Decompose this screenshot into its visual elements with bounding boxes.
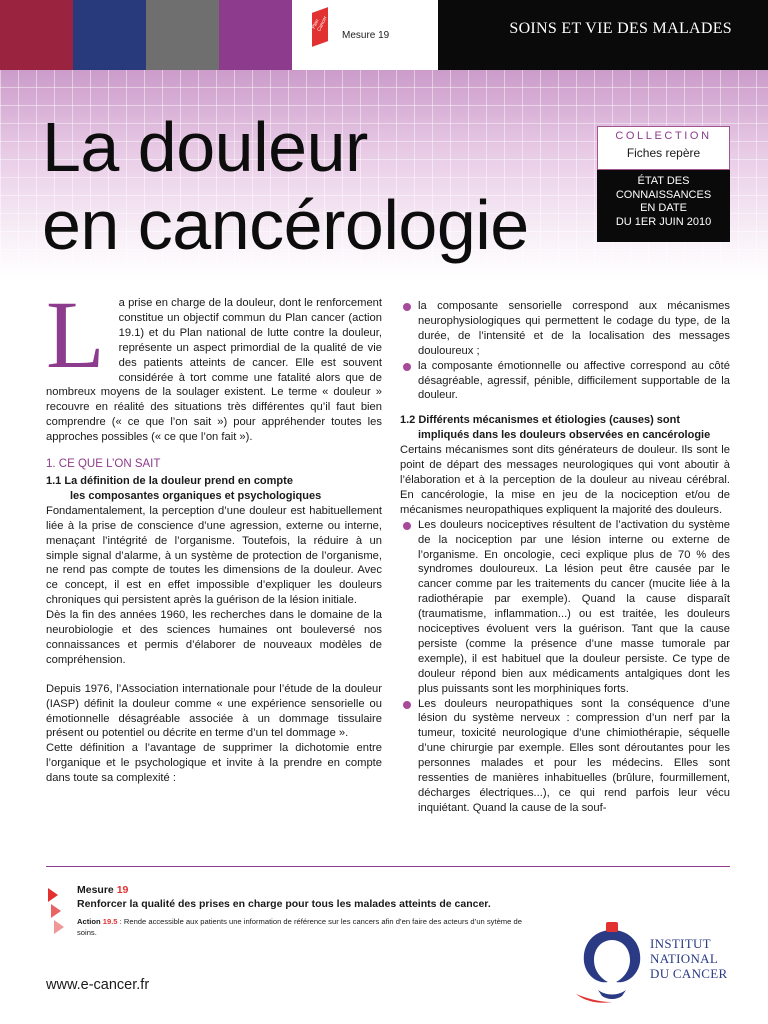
etat-line-4: DU 1ER JUIN 2010 (615, 215, 712, 228)
section-header (438, 0, 768, 70)
action-label: Action (77, 917, 101, 926)
subsection-number: 1.1 (46, 474, 62, 487)
paragraph: Dès la fin des années 1960, les recherches dans le domaine de la neurobiologie et des sciences humaines ont bouleversé nos connaissances et permis d’élaborer de nouveaux modèles de compréhension. (46, 609, 382, 666)
mesure-label: Mesure 19 (342, 30, 390, 41)
action-text: : Rende accessible aux patients une information de référence sur les cancers afin d’en faire des acteurs d’un sytème de soins. (77, 917, 522, 937)
subsection-title-line-2: les composantes organiques et psychologiques (70, 489, 322, 502)
etat-line-2: CONNAISSANCES (615, 188, 712, 201)
subsection-title-line-1: Différents mécanismes et étiologies (causes) sont (418, 414, 681, 427)
collection-label: COLLECTION (615, 130, 712, 142)
list-item: Les douleurs neuropathiques sont la conséquence d’une lésion du système nerveux : compression d’un nerf par la tumeur, toxicité neurologique d’une chimiothérapie, séquelle d’une chirurgie par exemple. Elles sont déroutantes pour les personnes malades et pour les médecins. Elles sont ressenties de manières inhabituelles (brûlure, fourmillement, décharges électriques...), ce qui rend parfois leur vécu inquiétant. Quand la cause de la souf- (400, 697, 730, 816)
top-bar (0, 0, 768, 70)
collection-name: Fiches repère (626, 146, 701, 160)
footer-mesure-title: Renforcer la qualité des prises en charge pour tous les malades atteints de cancer. (77, 898, 491, 910)
section-title: SOINS ET VIE DES MALADES (509, 20, 732, 37)
subsection-heading-1-2 (400, 413, 730, 443)
color-swatch-grey (146, 0, 219, 70)
paragraph: Cette définition a l’avantage de supprimer la dichotomie entre l’organique et le psychologique et invite à la prendre en compte dans toute sa complexité : (46, 742, 382, 785)
right-column (400, 299, 730, 816)
footer-mesure-word: Mesure (77, 884, 114, 896)
paragraph: Certains mécanismes sont dits générateurs de douleur. Ils sont le point de départ des messages neurologiques qui vont aboutir à l’élaboration et à la perception de la douleur au niveau cérébral. En cancérologie, la mise en jeu de la nociception et/ou de mécanismes neuropathiques expliquent la majorité des douleurs. (400, 444, 730, 516)
website-link[interactable]: www.e-cancer.fr (46, 977, 150, 993)
etat-line-1: ÉTAT DES (637, 175, 690, 187)
inca-logo-icon (572, 920, 652, 1004)
color-swatch-red (0, 0, 73, 70)
mesure-tag (292, 0, 438, 70)
footer-mesure (77, 884, 128, 896)
color-swatch-purple (219, 0, 292, 70)
section-heading-1: 1. CE QUE L’ON SAIT (46, 458, 161, 471)
subsection-title-line-2: impliqués dans les douleurs observées en cancérologie (418, 429, 711, 442)
subsection-title-line-1: La définition de la douleur prend en compte (64, 474, 293, 487)
list-item: la composante émotionnelle ou affective correspond au côté désagréable, agressif, pénible, difficilement supportable de la douleur. (400, 359, 730, 404)
page-title (42, 108, 529, 264)
inca-logo-text (650, 936, 727, 981)
action-number: 19.5 (102, 917, 118, 926)
subsection-number: 1.2 (400, 414, 416, 427)
footer-action (77, 916, 527, 938)
footer-separator (46, 866, 730, 867)
logo-line-2: NATIONAL (650, 951, 719, 966)
logo-line-1: INSTITUT (650, 936, 711, 951)
drop-cap: L (46, 281, 105, 388)
logo-line-3: DU CANCER (650, 966, 728, 981)
title-line-2: en cancérologie (42, 186, 529, 264)
plan-cancer-badge-text: Plan Cancer (310, 15, 329, 33)
left-column (46, 281, 382, 786)
intro-paragraph: a prise en charge de la douleur, dont le renforcement constitue un objectif commun du Plan cancer (action 19.1) et du Plan national de lutte contre la douleur, représente un aspect primordial de la qualité de vie des patients atteints de cancer. Elle est souvent considérée à tort comme une fatalité alors que de nombreux moyens de la soulager existent. Le terme « douleur » recouvre en réalité des situations très différentes qu’il faut bien comprendre (« ce que l’on sait ») pour appréhender toutes les approches possibles (« ce que l’on fait »). (46, 297, 382, 444)
collection-box (597, 126, 730, 170)
subsection-heading-1-1 (46, 474, 382, 504)
inca-logo (572, 920, 732, 1004)
title-line-1: La douleur (42, 108, 368, 186)
color-swatch-blue (73, 0, 146, 70)
footer-mesure-num: 19 (116, 884, 129, 896)
list-item: la composante sensorielle correspond aux mécanismes neurophysiologiques qui permettent le codage du type, de la durée, de l’intensité et de la localisation des messages douloureux ; (400, 299, 730, 359)
paragraph: Fondamentalement, la perception d’une douleur est habituellement liée à la prise de conscience d’une agression, externe ou interne, menaçant l’intégrité de l’organisme. Toutefois, la réduire à un simple signal d’alarme, à un système de protection de l’organisme, ne rend pas compte de toutes les dimensions de la douleur. Avec ce concept, il est en effet impossible d’expliquer les douleurs chroniques qui persistent après la guérison de la lésion initiale. (46, 504, 382, 607)
arrows-icon (48, 888, 64, 936)
paragraph: Depuis 1976, l’Association internationale pour l’étude de la douleur (IASP) définit la douleur comme « une expérience sensorielle ou émotionnelle désagréable associée à un dommage tissulaire présent ou potentiel ou décrite en terme d’un tel dommage ». (46, 682, 382, 740)
etat-line-3: EN DATE (640, 202, 687, 214)
list-item: Les douleurs nociceptives résultent de l’activation du système de la nociception par une lésion interne ou externe de l’organisme. En oncologie, ceci explique plus de 70 % des syndromes douloureux. La lésion peut être causée par le cancer comme par les traitements du cancer (mucite liée à la radiothérapie par exemple). Quand la cause disparaît (traumatisme, inflammation...) ou est traitée, les douleurs nociceptives évoluent vers la guérison. Tant que la cause persiste (comme la présence d’une masse tumorale par exemple), il est habituel que la douleur persiste. Ce type de douleur répond bien aux médicaments antalgiques dont les plus puissants sont les morphiniques forts. (400, 518, 730, 697)
component-list (400, 299, 730, 403)
mechanism-list (400, 518, 730, 816)
etat-box (597, 170, 730, 242)
